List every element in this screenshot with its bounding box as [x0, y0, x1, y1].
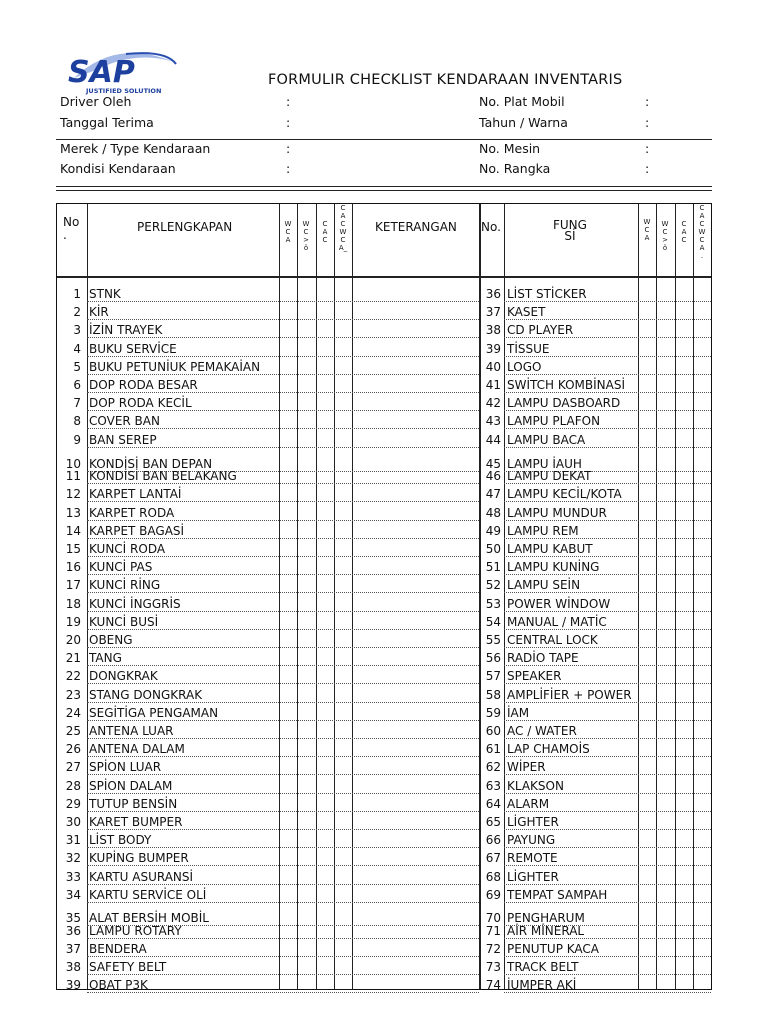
row-item-right: LAMPU SEİN: [507, 578, 581, 593]
col-check1-left: W C A: [284, 220, 292, 244]
table-row: [57, 833, 711, 847]
row-number-left: 8: [73, 414, 81, 429]
engine-no-sep: :: [645, 141, 650, 156]
row-dotted-line-right: [504, 683, 711, 684]
row-dotted-line-right: [504, 392, 711, 393]
row-number-right: 74: [485, 978, 501, 993]
row-dotted-line-left: [87, 483, 479, 484]
row-number-right: 67: [485, 851, 501, 866]
row-item-left: ANTENA DALAM: [89, 742, 185, 757]
row-dotted-line-right: [504, 337, 711, 338]
row-item-left: KUNCİ PAS: [89, 560, 153, 575]
row-number-left: 37: [65, 941, 81, 956]
row-dotted-line-left: [87, 574, 479, 575]
row-dotted-line-right: [504, 902, 711, 903]
row-dotted-line-left: [87, 974, 479, 975]
row-dotted-line-right: [504, 829, 711, 830]
row-item-left: TUTUP BENSİN: [89, 796, 178, 811]
row-item-right: LOGO: [507, 359, 542, 374]
row-number-left: 34: [65, 887, 81, 902]
row-number-right: 44: [485, 432, 501, 447]
row-dotted-line-right: [504, 356, 711, 357]
row-number-left: 25: [65, 723, 81, 738]
row-dotted-line-left: [87, 847, 479, 848]
row-item-right: LAMPU DEKAT: [507, 469, 592, 484]
row-dotted-line-right: [504, 447, 711, 448]
row-item-right: POWER WİNDOW: [507, 596, 611, 611]
row-dotted-line-left: [87, 720, 479, 721]
row-number-left: 20: [65, 632, 81, 647]
row-item-left: KUNCİ RODA: [89, 541, 166, 556]
row-dotted-line-right: [504, 738, 711, 739]
row-number-right: 58: [485, 687, 501, 702]
row-item-left: SPİON LUAR: [89, 760, 162, 775]
row-dotted-line-right: [504, 538, 711, 539]
row-number-right: 55: [485, 632, 501, 647]
row-dotted-line-left: [87, 793, 479, 794]
row-number-right: 64: [485, 796, 501, 811]
row-number-left: 4: [73, 341, 81, 356]
year-color-label: Tahun / Warna: [479, 115, 568, 130]
row-item-left: LAMPU ROTARY: [89, 923, 182, 938]
row-dotted-line-left: [87, 374, 479, 375]
row-dotted-line-right: [504, 847, 711, 848]
vehicle-condition-sep: :: [286, 161, 291, 176]
row-item-right: LAMPU PLAFON: [507, 414, 601, 429]
row-dotted-line-left: [87, 611, 479, 612]
row-item-left: SAFETY BELT: [89, 960, 167, 975]
row-dotted-line-left: [87, 538, 479, 539]
row-dotted-line-right: [504, 501, 711, 502]
col-check4-left: C A C W C A_: [338, 204, 348, 252]
plate-sep: :: [645, 94, 650, 109]
company-logo: [66, 48, 178, 98]
row-item-left: LİST BODY: [89, 833, 152, 848]
row-item-right: AMPLİFİER + POWER: [507, 687, 632, 702]
row-item-left: BUKU PETUNİUK PEMAKAİAN: [89, 359, 261, 374]
row-number-left: 5: [73, 359, 81, 374]
logo-tagline: JUSTIFIED SOLUTION: [86, 87, 162, 95]
row-dotted-line-left: [87, 956, 479, 957]
row-number-left: 16: [65, 560, 81, 575]
row-dotted-line-left: [87, 665, 479, 666]
row-number-right: 66: [485, 833, 501, 848]
row-item-left: KUPİNG BUMPER: [89, 851, 189, 866]
row-dotted-line-right: [504, 319, 711, 320]
row-number-right: 51: [485, 560, 501, 575]
row-number-right: 46: [485, 469, 501, 484]
row-dotted-line-left: [87, 520, 479, 521]
row-number-right: 38: [485, 323, 501, 338]
row-item-right: İUMPER AKİ: [507, 978, 577, 993]
row-item-right: RADİO TAPE: [507, 651, 579, 666]
row-item-left: KİR: [89, 305, 109, 320]
row-number-right: 72: [485, 941, 501, 956]
row-number-right: 42: [485, 396, 501, 411]
row-number-right: 63: [485, 778, 501, 793]
row-dotted-line-right: [504, 574, 711, 575]
row-dotted-line-right: [504, 992, 711, 993]
row-item-left: KONDİSİ BAN BELAKANG: [89, 469, 237, 484]
row-dotted-line-right: [504, 611, 711, 612]
row-item-right: AC / WATER: [507, 723, 577, 738]
row-number-left: 3: [73, 323, 81, 338]
vehicle-condition-label: Kondisi Kendaraan: [60, 161, 176, 176]
row-item-left: BENDERA: [89, 941, 147, 956]
row-dotted-line-left: [87, 301, 479, 302]
row-number-left: 19: [65, 614, 81, 629]
row-item-right: LAMPU REM: [507, 523, 579, 538]
table-row: [57, 287, 711, 301]
row-dotted-line-left: [87, 884, 479, 885]
row-item-left: STNK: [89, 287, 121, 301]
engine-no-label: No. Mesin: [479, 141, 541, 156]
row-item-right: SWİTCH KOMBİNASİ: [507, 378, 625, 392]
row-item-right: LAMPU MUNDUR: [507, 505, 607, 520]
row-item-right: PAYUNG: [507, 833, 556, 848]
row-item-right: CD PLAYER: [507, 323, 574, 338]
header-divider: [56, 139, 712, 140]
row-dotted-line-left: [87, 902, 479, 903]
row-dotted-line-right: [504, 956, 711, 957]
row-number-left: 15: [65, 541, 81, 556]
row-number-right: 62: [485, 760, 501, 775]
row-item-left: STANG DONGKRAK: [89, 687, 203, 702]
row-dotted-line-left: [87, 356, 479, 357]
row-item-right: TRACK BELT: [507, 960, 579, 975]
row-item-right: İAM: [507, 705, 530, 720]
row-item-right: LAMPU KABUT: [507, 541, 593, 556]
row-item-left: OBENG: [89, 632, 133, 647]
row-dotted-line-left: [87, 647, 479, 648]
row-dotted-line-right: [504, 301, 711, 302]
row-number-left: 9: [73, 432, 81, 447]
row-item-right: LAMPU KECİL/KOTA: [507, 487, 622, 502]
row-number-left: 39: [65, 978, 81, 993]
row-dotted-line-left: [87, 592, 479, 593]
row-dotted-line-right: [504, 865, 711, 866]
form-title: FORMULIR CHECKLIST KENDARAAN INVENTARIS: [268, 72, 623, 88]
row-item-right: TİSSUE: [507, 341, 550, 356]
brand-type-sep: :: [286, 141, 291, 156]
row-number-left: 12: [65, 487, 81, 502]
row-item-right: KLAKSON: [507, 778, 564, 793]
row-item-left: TANG: [89, 651, 122, 666]
row-item-left: ANTENA LUAR: [89, 723, 174, 738]
row-number-right: 57: [485, 669, 501, 684]
row-dotted-line-right: [504, 938, 711, 939]
sap-logo-icon: [66, 48, 178, 98]
row-dotted-line-left: [87, 811, 479, 812]
col-keterangan: KETERANGAN: [375, 220, 457, 234]
row-dotted-line-right: [504, 629, 711, 630]
row-item-left: İZİN TRAYEK: [89, 323, 163, 338]
table-row: [57, 560, 711, 574]
row-item-right: PENUTUP KACA: [507, 941, 599, 956]
row-item-left: KUNCİ RİNG: [89, 578, 161, 593]
row-number-left: 30: [65, 814, 81, 829]
received-date-label: Tanggal Terima: [60, 115, 154, 130]
row-item-right: LAMPU KUNİNG: [507, 560, 600, 575]
row-dotted-line-right: [504, 793, 711, 794]
table-row: [57, 978, 711, 992]
driver-label: Driver Oleh: [60, 94, 132, 109]
row-dotted-line-left: [87, 829, 479, 830]
table-header-divider: [57, 276, 711, 278]
row-number-right: 41: [485, 378, 501, 392]
row-dotted-line-left: [87, 992, 479, 993]
chassis-no-sep: :: [645, 161, 650, 176]
row-item-right: LİST STİCKER: [507, 287, 587, 301]
row-number-right: 45: [485, 456, 501, 471]
logo-text: SAP: [68, 55, 135, 90]
row-dotted-line-right: [504, 884, 711, 885]
row-dotted-line-left: [87, 629, 479, 630]
row-dotted-line-left: [87, 702, 479, 703]
row-item-right: LİGHTER: [507, 869, 559, 884]
row-number-right: 50: [485, 541, 501, 556]
row-item-left: KARPET LANTAİ: [89, 487, 182, 502]
row-dotted-line-right: [504, 647, 711, 648]
row-dotted-line-right: [504, 592, 711, 593]
row-dotted-line-left: [87, 319, 479, 320]
row-number-right: 43: [485, 414, 501, 429]
col-check3-left: C A C: [322, 220, 328, 244]
row-item-left: KUNCİ İNGGRİS: [89, 596, 181, 611]
row-number-right: 59: [485, 705, 501, 720]
row-item-left: OBAT P3K: [89, 978, 148, 993]
row-item-right: KASET: [507, 305, 546, 320]
row-number-left: 21: [65, 651, 81, 666]
row-number-left: 17: [65, 578, 81, 593]
row-dotted-line-left: [87, 865, 479, 866]
row-item-right: ALARM: [507, 796, 550, 811]
row-number-left: 11: [65, 469, 81, 484]
row-number-left: 35: [65, 910, 81, 925]
row-dotted-line-right: [504, 665, 711, 666]
row-number-left: 14: [65, 523, 81, 538]
col-check1-right: W C A: [643, 218, 651, 242]
table-row: [57, 633, 711, 647]
row-dotted-line-left: [87, 938, 479, 939]
row-number-left: 36: [65, 923, 81, 938]
row-dotted-line-left: [87, 392, 479, 393]
row-item-right: TEMPAT SAMPAH: [507, 887, 608, 902]
row-number-left: 7: [73, 396, 81, 411]
col-check3-right: C A C: [681, 220, 687, 244]
driver-sep: :: [286, 94, 291, 109]
row-dotted-line-right: [504, 974, 711, 975]
row-number-right: 49: [485, 523, 501, 538]
row-number-right: 36: [485, 287, 501, 301]
row-dotted-line-right: [504, 702, 711, 703]
plate-label: No. Plat Mobil: [479, 94, 565, 109]
row-item-right: MANUAL / MATİC: [507, 614, 607, 629]
row-number-left: 18: [65, 596, 81, 611]
row-number-right: 65: [485, 814, 501, 829]
row-number-right: 70: [485, 910, 501, 925]
row-item-right: LAMPU İAUH: [507, 456, 582, 471]
row-number-left: 33: [65, 869, 81, 884]
row-number-right: 71: [485, 923, 501, 938]
row-dotted-line-right: [504, 374, 711, 375]
col-no-left: No .: [63, 215, 80, 242]
row-number-right: 40: [485, 359, 501, 374]
row-number-left: 10: [65, 456, 81, 471]
header-divider-2: [56, 186, 712, 187]
row-number-left: 29: [65, 796, 81, 811]
row-item-left: DOP RODA KECİL: [89, 396, 192, 411]
table-row: [57, 651, 711, 665]
row-number-right: 56: [485, 651, 501, 666]
row-item-right: LAP CHAMOİS: [507, 742, 590, 757]
col-check4-right: C A C W C A .: [698, 204, 706, 260]
row-dotted-line-left: [87, 774, 479, 775]
row-dotted-line-left: [87, 337, 479, 338]
row-number-left: 26: [65, 742, 81, 757]
row-number-left: 32: [65, 851, 81, 866]
row-item-left: BAN SEREP: [89, 432, 157, 447]
row-dotted-line-right: [504, 428, 711, 429]
row-dotted-line-left: [87, 756, 479, 757]
row-item-left: SPİON DALAM: [89, 778, 173, 793]
row-number-left: 1: [73, 287, 81, 301]
row-item-left: DOP RODA BESAR: [89, 378, 198, 392]
row-number-left: 31: [65, 833, 81, 848]
row-item-right: REMOTE: [507, 851, 558, 866]
row-dotted-line-left: [87, 428, 479, 429]
row-item-right: AİR MİNERAL: [507, 923, 585, 938]
row-number-left: 13: [65, 505, 81, 520]
row-dotted-line-right: [504, 483, 711, 484]
row-dotted-line-right: [504, 410, 711, 411]
row-dotted-line-right: [504, 556, 711, 557]
brand-type-label: Merek / Type Kendaraan: [60, 141, 211, 156]
row-number-right: 54: [485, 614, 501, 629]
checklist-table: [56, 203, 712, 993]
row-item-right: PENGHARUM: [507, 910, 585, 925]
row-dotted-line-right: [504, 756, 711, 757]
row-item-left: KARTU ASURANSİ: [89, 869, 194, 884]
row-item-left: COVER BAN: [89, 414, 160, 429]
row-number-right: 61: [485, 742, 501, 757]
row-number-left: 6: [73, 378, 81, 392]
row-number-right: 69: [485, 887, 501, 902]
row-item-left: DONGKRAK: [89, 669, 158, 684]
row-number-right: 73: [485, 960, 501, 975]
col-perlengkapan: PERLENGKAPAN: [137, 220, 233, 234]
row-dotted-line-right: [504, 774, 711, 775]
row-number-right: 47: [485, 487, 501, 502]
row-dotted-line-left: [87, 738, 479, 739]
row-number-left: 27: [65, 760, 81, 775]
row-dotted-line-left: [87, 683, 479, 684]
row-number-right: 68: [485, 869, 501, 884]
table-row: [57, 942, 711, 956]
row-item-left: KARET BUMPER: [89, 814, 183, 829]
received-date-sep: :: [286, 115, 291, 130]
row-number-left: 2: [73, 305, 81, 320]
row-item-right: LAMPU BACA: [507, 432, 586, 447]
row-number-right: 53: [485, 596, 501, 611]
col-check2-right: W C > ö: [661, 220, 669, 252]
chassis-no-label: No. Rangka: [479, 161, 551, 176]
row-number-right: 48: [485, 505, 501, 520]
table-row: [57, 305, 711, 319]
row-item-right: LAMPU DASBOARD: [507, 396, 621, 411]
row-item-right: SPEAKER: [507, 669, 562, 684]
row-number-left: 24: [65, 705, 81, 720]
row-number-left: 22: [65, 669, 81, 684]
row-dotted-line-right: [504, 811, 711, 812]
row-item-left: BUKU SERVİCE: [89, 341, 177, 356]
row-item-right: LİGHTER: [507, 814, 559, 829]
row-dotted-line-left: [87, 501, 479, 502]
row-item-left: KUNCİ BUSİ: [89, 614, 159, 629]
col-check2-left: W C > ö: [302, 220, 310, 252]
row-dotted-line-left: [87, 447, 479, 448]
row-number-left: 28: [65, 778, 81, 793]
row-number-right: 60: [485, 723, 501, 738]
row-dotted-line-right: [504, 720, 711, 721]
row-dotted-line-left: [87, 410, 479, 411]
row-dotted-line-left: [87, 556, 479, 557]
row-item-left: KARPET BAGASİ: [89, 523, 185, 538]
row-item-right: CENTRAL LOCK: [507, 632, 598, 647]
col-fungsi: FUNG Sİ: [553, 218, 587, 243]
row-number-right: 39: [485, 341, 501, 356]
row-number-left: 23: [65, 687, 81, 702]
year-color-sep: :: [645, 115, 650, 130]
row-dotted-line-right: [504, 520, 711, 521]
row-item-left: KONDİSİ BAN DEPAN: [89, 456, 213, 471]
row-item-left: KARPET RODA: [89, 505, 175, 520]
header-divider-3: [56, 190, 712, 191]
row-number-right: 52: [485, 578, 501, 593]
row-number-right: 37: [485, 305, 501, 320]
row-item-right: WİPER: [507, 760, 546, 775]
col-no-right: No.: [481, 220, 501, 234]
row-item-left: SEGİTİGA PENGAMAN: [89, 705, 219, 720]
row-item-left: ALAT BERSİH MOBİL: [89, 910, 209, 925]
row-item-left: KARTU SERVİCE OLİ: [89, 887, 207, 902]
row-number-left: 38: [65, 960, 81, 975]
